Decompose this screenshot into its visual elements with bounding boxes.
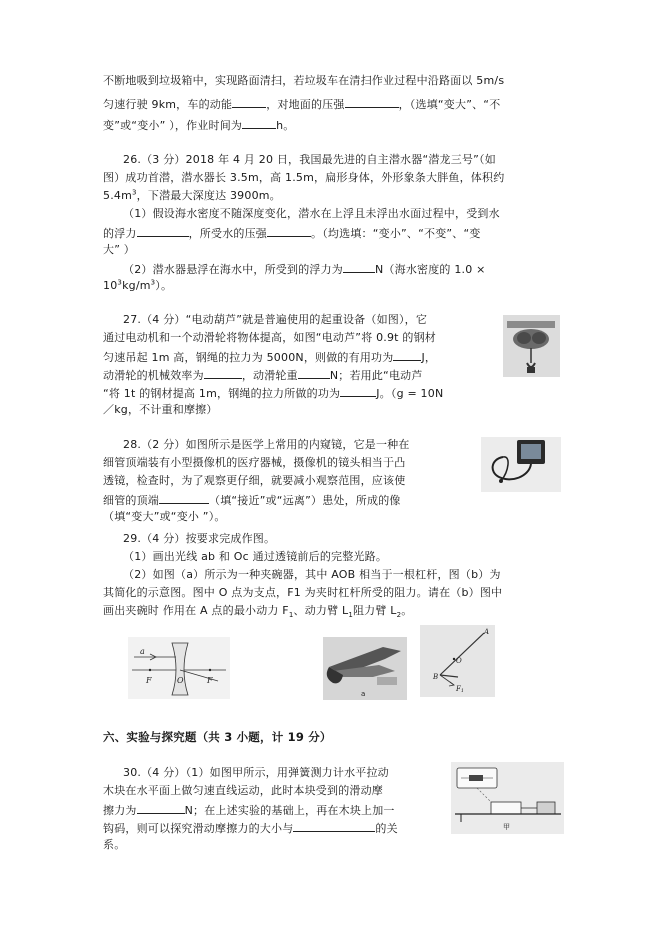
q27-line-2 <box>103 331 436 345</box>
lever-label-f: F <box>456 685 461 693</box>
answer-blank[interactable] <box>137 225 189 237</box>
q27-line-4 <box>103 367 423 383</box>
q27-text: 27.（4 分）“电动葫芦”就是普遍使用的起重设备（如图），它 <box>123 313 428 326</box>
q27-text: ，动滑轮重 <box>241 369 298 382</box>
q28-line-4 <box>103 492 401 508</box>
q29-text: （1）画出光线 ab 和 Oc 通过透镜前后的完整光路。 <box>123 550 388 563</box>
q29-text: （2）如图（a）所示为一种夹碗器，其中 AOB 相当于一根杠杆，图（b）为 <box>123 568 501 581</box>
q27-text: “将 1t 的钢材提高 1m，钢绳的拉力所做的功为 <box>103 387 341 400</box>
q29-text: 画出夹碗时 作用在 A 点的最小动力 F <box>103 604 289 617</box>
q28-line-5 <box>103 510 226 524</box>
q28-line-3 <box>103 474 405 488</box>
q29-text: 其简化的示意图。图中 O 点为支点，F1 为夹时杠杆所受的阻力。请在（b）图中 <box>103 586 503 599</box>
q30-text: 系。 <box>103 838 126 851</box>
q28-text: （填“变大”或“变小 ”）。 <box>103 510 226 523</box>
q28-line-1 <box>123 438 410 452</box>
answer-blank[interactable] <box>298 367 330 379</box>
q27-text: J。（g = 10N <box>376 387 444 400</box>
lens-diagram <box>128 637 230 699</box>
subscript: 2 <box>396 611 402 620</box>
answer-blank[interactable] <box>393 349 421 361</box>
q25-text: ，（选填“变大”、“不 <box>398 98 501 111</box>
lever-schematic <box>420 625 495 697</box>
q26-text: N（海水密度的 1.0 × <box>375 263 486 276</box>
q25-text: h。 <box>276 119 295 132</box>
q30-line-1 <box>123 766 389 780</box>
q25-text: 变”或“变小” ），作业时间为 <box>103 119 243 132</box>
q26-text: （1）假设海水密度不随深度变化，潜水在上浮且未浮出水面过程中，受到水 <box>123 207 500 220</box>
lens-label-o: O <box>177 676 184 685</box>
q30-line-3 <box>103 802 395 818</box>
q29-text: 阻力臂 L <box>352 604 397 617</box>
q28-text: 细管的顶端 <box>103 494 159 507</box>
answer-blank[interactable] <box>137 802 185 814</box>
q30-text: 钩码，则可以探究滑动摩擦力的大小与 <box>103 822 294 835</box>
q29-text: 29.（4 分）按要求完成作图。 <box>123 532 276 545</box>
q30-text: 木块在水平面上做匀速直线运动，此时本块受到的滑动摩 <box>103 784 383 797</box>
q26-text: ）。 <box>155 279 173 292</box>
subscript: 1 <box>288 611 294 620</box>
lens-label-f-right: F <box>207 676 213 685</box>
q26-line-1 <box>123 153 496 167</box>
q27-text: 动滑轮的机械效率为 <box>103 369 204 382</box>
q26-text: 5.4m <box>103 189 133 202</box>
q26-line-5 <box>103 225 481 241</box>
q29-line-4 <box>103 586 502 600</box>
q28-line-2 <box>103 456 405 470</box>
answer-blank[interactable] <box>293 820 375 832</box>
q27-text: J， <box>421 351 437 364</box>
answer-blank[interactable] <box>267 225 311 237</box>
q27-text: 匀速吊起 1m 高，钢绳的拉力为 5000N，则做的有用功为 <box>103 351 394 364</box>
answer-blank[interactable] <box>343 261 375 273</box>
answer-blank[interactable] <box>345 96 399 108</box>
q26-text: ，下潜最大深度达 3900m。 <box>136 189 281 202</box>
superscript: 3 <box>132 188 137 197</box>
lever-label-a: A <box>484 628 490 636</box>
answer-blank[interactable] <box>159 492 209 504</box>
section-six-title: 六、实验与探究题（共 3 小题，计 19 分） <box>103 730 332 744</box>
q26-text: 的浮力 <box>103 227 137 240</box>
q26-line-7 <box>123 261 486 277</box>
q26-text: 图）成功首潜，潜水器长 3.5m，高 1.5m，扁形身体，外形象条大胖鱼，体积约 <box>103 171 505 184</box>
q28-text: （填“接近”或“远离”）患处，所成的像 <box>209 494 401 507</box>
q28-text: 细管顶端装有小型摄像机的医疗器械，摄像机的镜头相当于凸 <box>103 456 406 469</box>
q27-text: 通过电动机和一个动滑轮将物体提高，如图“电动芦”将 0.9t 的钢材 <box>103 331 436 344</box>
endoscope-photo <box>481 437 561 492</box>
q29-text: 、动力臂 L <box>293 604 349 617</box>
q26-line-4 <box>123 207 500 221</box>
q26-line-8 <box>103 279 172 293</box>
answer-blank[interactable] <box>340 385 376 397</box>
q27-line-6 <box>103 403 218 417</box>
q27-line-1 <box>123 313 427 327</box>
q26-text: （2）潜水器悬浮在海水中，所受到的浮力为 <box>123 263 343 276</box>
q26-text: kg/m <box>122 279 151 292</box>
q26-line-3 <box>103 189 281 203</box>
q27-text: N；若用此“电动芦 <box>329 369 423 382</box>
lever-label-o: O <box>456 657 462 665</box>
q25-line-2 <box>103 96 500 112</box>
lens-label-f-left: F <box>146 676 152 685</box>
q25-line-1 <box>103 74 504 88</box>
q30-text: 擦力为 <box>103 804 137 817</box>
q26-line-2 <box>103 171 504 185</box>
electric-hoist-photo <box>503 315 560 377</box>
figure-caption-jia: 甲 <box>503 823 510 831</box>
q29-line-2 <box>123 550 387 564</box>
q27-line-5 <box>103 385 443 401</box>
q29-text: 。 <box>401 604 413 617</box>
lever-label-b: B <box>433 673 439 681</box>
clip-caption-a: a <box>361 690 366 698</box>
q25-text: ，对地面的压强 <box>266 98 345 111</box>
q30-line-4 <box>103 820 398 836</box>
q25-line-3 <box>103 117 294 133</box>
q29-line-5 <box>103 604 412 618</box>
q26-line-6 <box>103 243 135 257</box>
answer-blank[interactable] <box>204 367 242 379</box>
superscript: 3 <box>150 278 156 287</box>
q30-line-5 <box>103 838 125 852</box>
answer-blank[interactable] <box>242 117 276 129</box>
q30-text: 的关 <box>375 822 398 835</box>
answer-blank[interactable] <box>232 96 266 108</box>
q26-text: 26.（3 分）2018 年 4 月 20 日，我国最先进的自主潜水器“潜龙三号”（如 <box>123 153 496 166</box>
friction-experiment-diagram <box>451 762 564 834</box>
q26-text: ，所受水的压强 <box>188 227 268 240</box>
q29-line-3 <box>123 568 501 582</box>
q26-text: 大” ） <box>103 243 135 256</box>
superscript: 3 <box>117 278 123 287</box>
q27-line-3 <box>103 349 436 365</box>
q28-text: 28.（2 分）如图所示是医学上常用的内窥镜，它是一种在 <box>123 438 410 451</box>
bowl-clip-photo <box>323 637 407 700</box>
q25-text: 匀速行驶 9km，车的动能 <box>103 98 233 111</box>
q28-text: 透镜，检查时，为了观察更仔细，就要减小观察范围，应该使 <box>103 474 406 487</box>
q26-text: 10 <box>103 279 118 292</box>
subscript: 1 <box>348 611 353 620</box>
q30-text: N；在上述实验的基础上，再在木块上加一 <box>184 804 395 817</box>
q29-line-1 <box>123 532 275 546</box>
q30-line-2 <box>103 784 383 798</box>
q26-text: 。（均选填：“变小”、“不变”、“变 <box>311 227 481 240</box>
lever-label-f-sub: 1 <box>460 688 465 694</box>
lens-label-a: a <box>140 647 145 656</box>
q25-text: 不断地吸到垃圾箱中，实现路面清扫，若垃圾车在清扫作业过程中沿路面以 5m/s <box>103 74 505 87</box>
q27-text: ／kg，不计重和摩擦） <box>103 403 218 416</box>
q30-text: 30.（4 分）（1）如图甲所示，用弹簧测力计水平拉动 <box>123 766 389 779</box>
